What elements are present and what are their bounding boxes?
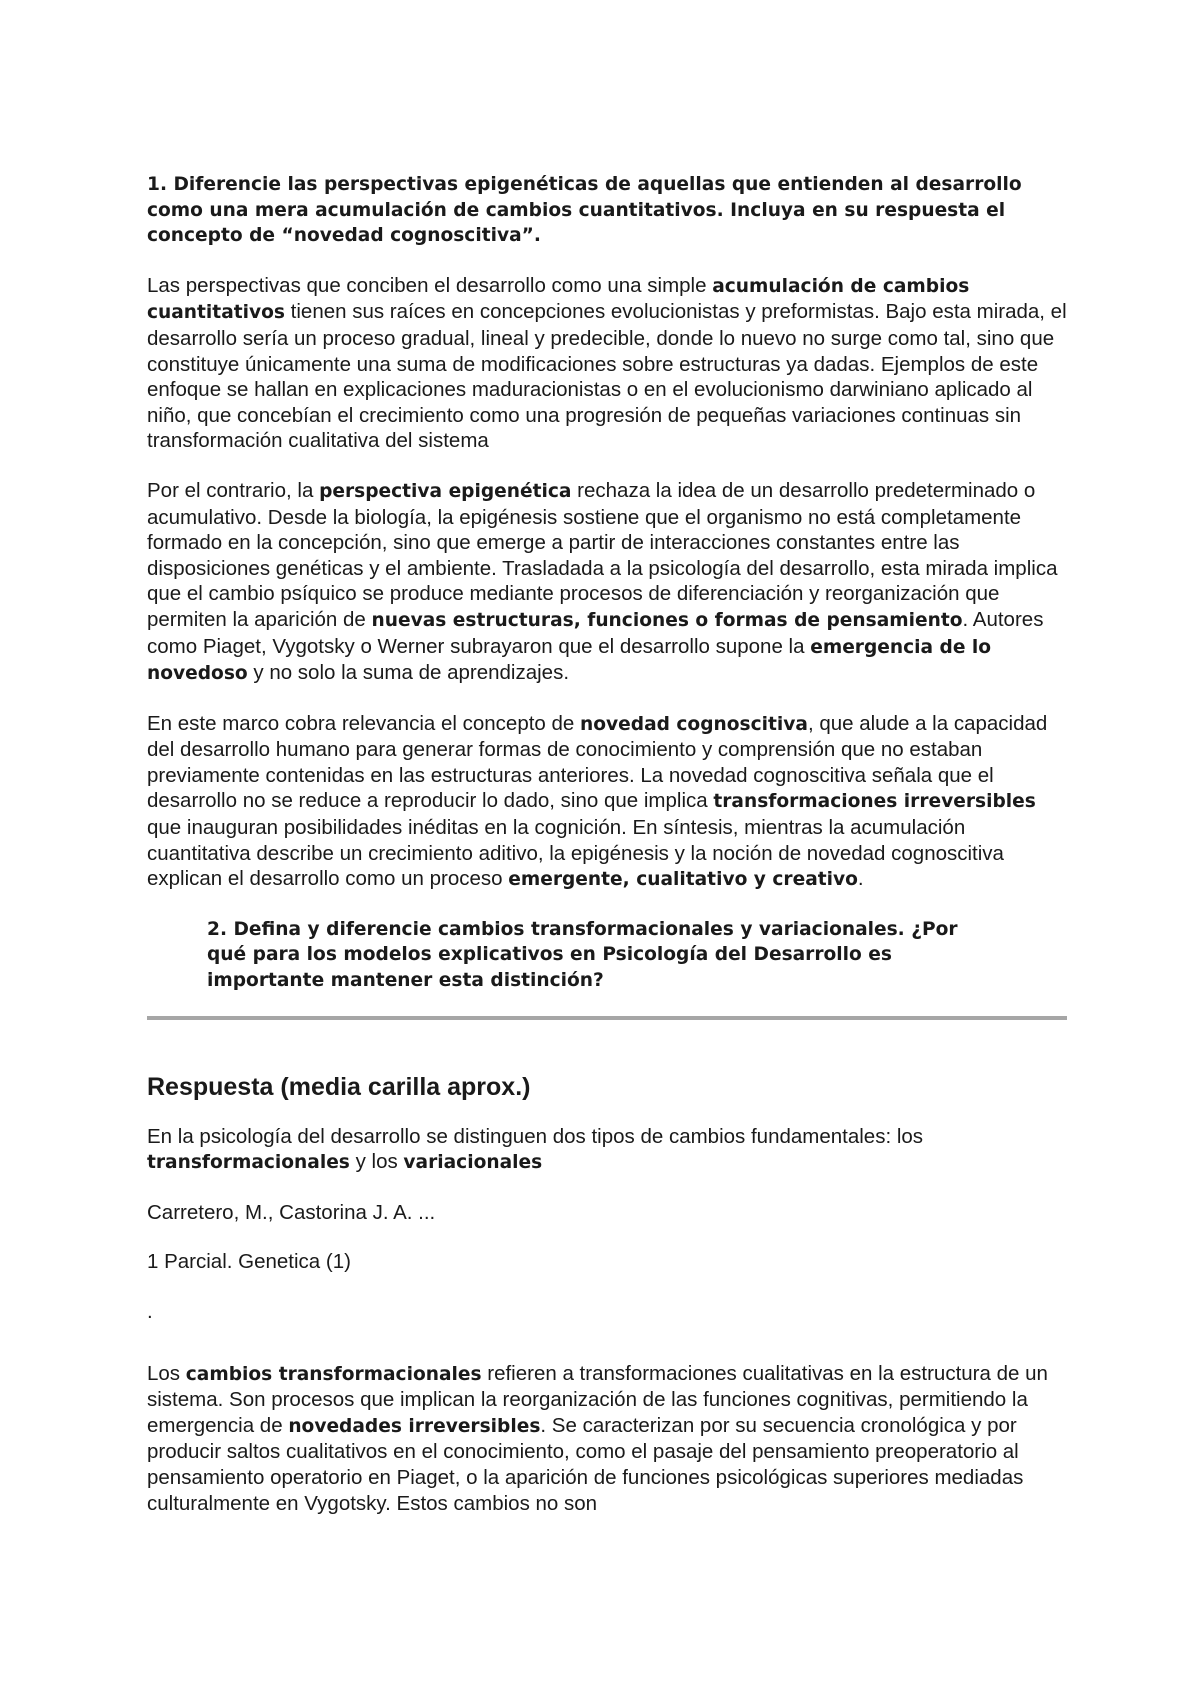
bold-term: emergente, cualitativo y creativo bbox=[508, 869, 858, 891]
text: y los bbox=[349, 1150, 404, 1174]
separator-dot: . bbox=[147, 1300, 153, 1323]
bold-term: transformacionales bbox=[147, 1152, 350, 1174]
question-1: 1. Diferencie las perspectivas epigenéticas de aquellas que entienden al desarrollo como una mera acumulación de cambios cuantitativos. Incluya en su respuesta el concepto de “novedad cognoscitiva”. bbox=[147, 174, 1022, 247]
text: , que alude a la capacidad del desarrollo humano para generar formas de conocimiento y comprensión que no estaban previamente contenidas en las estructuras anteriores. La novedad cognoscitiva señala que el desarrollo no se reduce a reproducir lo dado, sino que implica bbox=[147, 711, 1048, 813]
answer-heading: Respuesta (media carilla aprox.) bbox=[147, 1072, 531, 1101]
bold-term: novedades irreversibles bbox=[288, 1415, 541, 1437]
text: En este marco cobra relevancia el concepto de bbox=[147, 711, 581, 735]
bold-term: acumulación de cambios cuantitativos bbox=[147, 275, 970, 324]
text: . Se caracterizan por su secuencia cronológica y por producir saltos cualitativos en el conocimiento, como el pasaje del pensamiento preoperatorio al pensamiento operatorio en Piaget, o la aparición de funciones psicológicas superiores mediadas culturalmente en Vygotsky. Estos cambios no son bbox=[147, 1413, 1024, 1515]
text: refieren a transformaciones cualitativas en la estructura de un sistema. Son procesos que implican la reorganización de las funciones cognitivas, permitiendo la emergencia de bbox=[147, 1361, 1048, 1437]
text: tienen sus raíces en concepciones evolucionistas y preformistas. Bajo esta mirada, el desarrollo sería un proceso gradual, lineal y predecible, donde lo nuevo no surge como tal, sino que constituye únicamente una suma de modificaciones sobre estructuras ya dadas. Ejemplos de este enfoque se hallan en explicaciones maduracionistas o en el evolucionismo darwiniano aplicado al niño, que concebían el crecimiento como una progresión de pequeñas variaciones continuas sin transformación cualitativa del sistema bbox=[147, 300, 1067, 453]
text: rechaza la idea de un desarrollo predeterminado o acumulativo. Desde la biología, la epigénesis sostiene que el organismo no está completamente formado en la concepción, sino que emerge a partir de interacciones constantes entre las disposiciones genéticas y el ambiente. Trasladada a la psicología del desarrollo, esta mirada implica que el cambio psíquico se produce mediante procesos de diferenciación y reorganización que permiten la aparición de bbox=[147, 478, 1058, 631]
horizontal-rule bbox=[147, 1016, 1067, 1020]
bold-term: nuevas estructuras, funciones o formas de pensamiento bbox=[371, 609, 963, 631]
reference-title[interactable]: 1 Parcial. Genetica (1) bbox=[147, 1250, 351, 1274]
bold-term: novedad cognoscitiva bbox=[580, 713, 808, 735]
text: que inauguran posibilidades inéditas en la cognición. En síntesis, mientras la acumulación cuantitativa describe un crecimiento aditivo, la epigénesis y la noción de novedad cognoscitiva explican el desarrollo como un proceso bbox=[147, 816, 1004, 891]
paragraph-2 bbox=[147, 478, 1067, 687]
bold-term: perspectiva epigenética bbox=[319, 480, 572, 502]
paragraph-5 bbox=[147, 1361, 1067, 1517]
text: Por el contrario, la bbox=[147, 478, 320, 502]
bold-term: cambios transformacionales bbox=[185, 1363, 482, 1385]
question-2: 2. Defina y diferencie cambios transformacionales y variacionales. ¿Por qué para los modelos explicativos en Psicología del Desarrollo es importante mantener esta distinción? bbox=[207, 918, 958, 992]
bold-term: variacionales bbox=[403, 1152, 543, 1174]
paragraph-3 bbox=[147, 711, 1067, 893]
text: y no solo la suma de aprendizajes. bbox=[247, 661, 570, 685]
text: . bbox=[857, 867, 864, 891]
paragraph-1 bbox=[147, 273, 1067, 454]
paragraph-4 bbox=[147, 1124, 1067, 1176]
bold-term: emergencia de lo novedoso bbox=[147, 636, 992, 685]
text: En la psicología del desarrollo se distinguen dos tipos de cambios fundamentales: los bbox=[147, 1124, 924, 1148]
reference-authors[interactable]: Carretero, M., Castorina J. A. ... bbox=[147, 1200, 436, 1224]
bold-term: transformaciones irreversibles bbox=[713, 791, 1036, 813]
text: Las perspectivas que conciben el desarrollo como una simple bbox=[147, 273, 713, 297]
document-body bbox=[147, 172, 1067, 1516]
text: . Autores como Piaget, Vygotsky o Werner subrayaron que el desarrollo supone la bbox=[147, 607, 1044, 658]
text: Los bbox=[147, 1361, 186, 1385]
